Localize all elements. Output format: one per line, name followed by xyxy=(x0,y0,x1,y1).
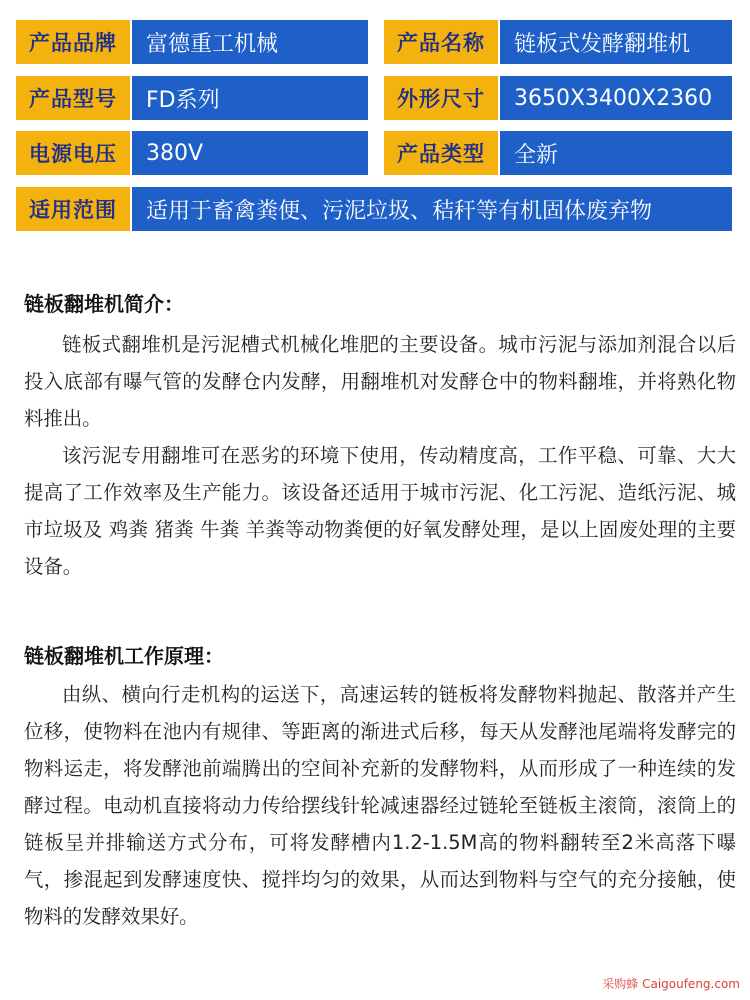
spec-label-scope: 适用范围 xyxy=(16,187,130,231)
spec-label-name: 产品名称 xyxy=(384,20,498,64)
spec-value-size: 3650X3400X2360 xyxy=(500,76,732,120)
spec-row-brand xyxy=(16,20,732,64)
spec-value-voltage: 380V xyxy=(132,131,368,175)
spec-row-scope xyxy=(16,187,732,231)
intro-heading: 链板翻堆机简介： xyxy=(24,292,184,316)
spec-row-model xyxy=(16,76,732,120)
spec-label-model: 产品型号 xyxy=(16,76,130,120)
principle-heading: 链板翻堆机工作原理： xyxy=(24,644,224,668)
intro-paragraph-2: 该污泥专用翻堆可在恶劣的环境下使用，传动精度高，工作平稳、可靠、大大提高了工作效率及生产能力。该设备还适用于城市污泥、化工污泥、造纸污泥、城市垃圾及 鸡粪 猪粪 牛粪 羊粪等动物粪便的好氧发酵处理，是以上固废处理的主要设备。 xyxy=(24,444,736,578)
intro-paragraph-1: 链板式翻堆机是污泥槽式机械化堆肥的主要设备。城市污泥与添加剂混合以后投入底部有曝气管的发酵仓内发酵，用翻堆机对发酵仓中的物料翻堆，并将熟化物料推出。 xyxy=(24,333,736,430)
spec-label-type: 产品类型 xyxy=(384,131,498,175)
spec-value-name: 链板式发酵翻堆机 xyxy=(500,20,732,64)
spec-value-scope: 适用于畜禽粪便、污泥垃圾、秸秆等有机固体废弃物 xyxy=(132,187,732,231)
spec-label-brand: 产品品牌 xyxy=(16,20,130,64)
spec-value-type: 全新 xyxy=(500,131,732,175)
spec-label-size: 外形尺寸 xyxy=(384,76,498,120)
spec-value-model: FD系列 xyxy=(132,76,368,120)
principle-paragraph: 由纵、横向行走机构的运送下，高速运转的链板将发酵物料抛起、散落并产生位移，使物料在池内有规律、等距离的渐进式后移，每天从发酵池尾端将发酵完的物料运走，将发酵池前端腾出的空间补充新的发酵物料，从而形成了一种连续的发酵过程。电动机直接将动力传给摆线针轮减速器经过链轮至链板主滚筒，滚筒上的链板呈并排输送方式分布，可将发酵槽内1.2-1.5M高的物料翻转至2米高落下曝气，掺混起到发酵速度快、搅拌均匀的效果，从而达到物料与空气的充分接触，使物料的发酵效果好。 xyxy=(24,683,736,928)
spec-value-brand: 富德重工机械 xyxy=(132,20,368,64)
spec-row-voltage xyxy=(16,131,732,175)
site-watermark: 采购蜂 Caigoufeng.com xyxy=(602,977,740,991)
spec-label-voltage: 电源电压 xyxy=(16,131,130,175)
